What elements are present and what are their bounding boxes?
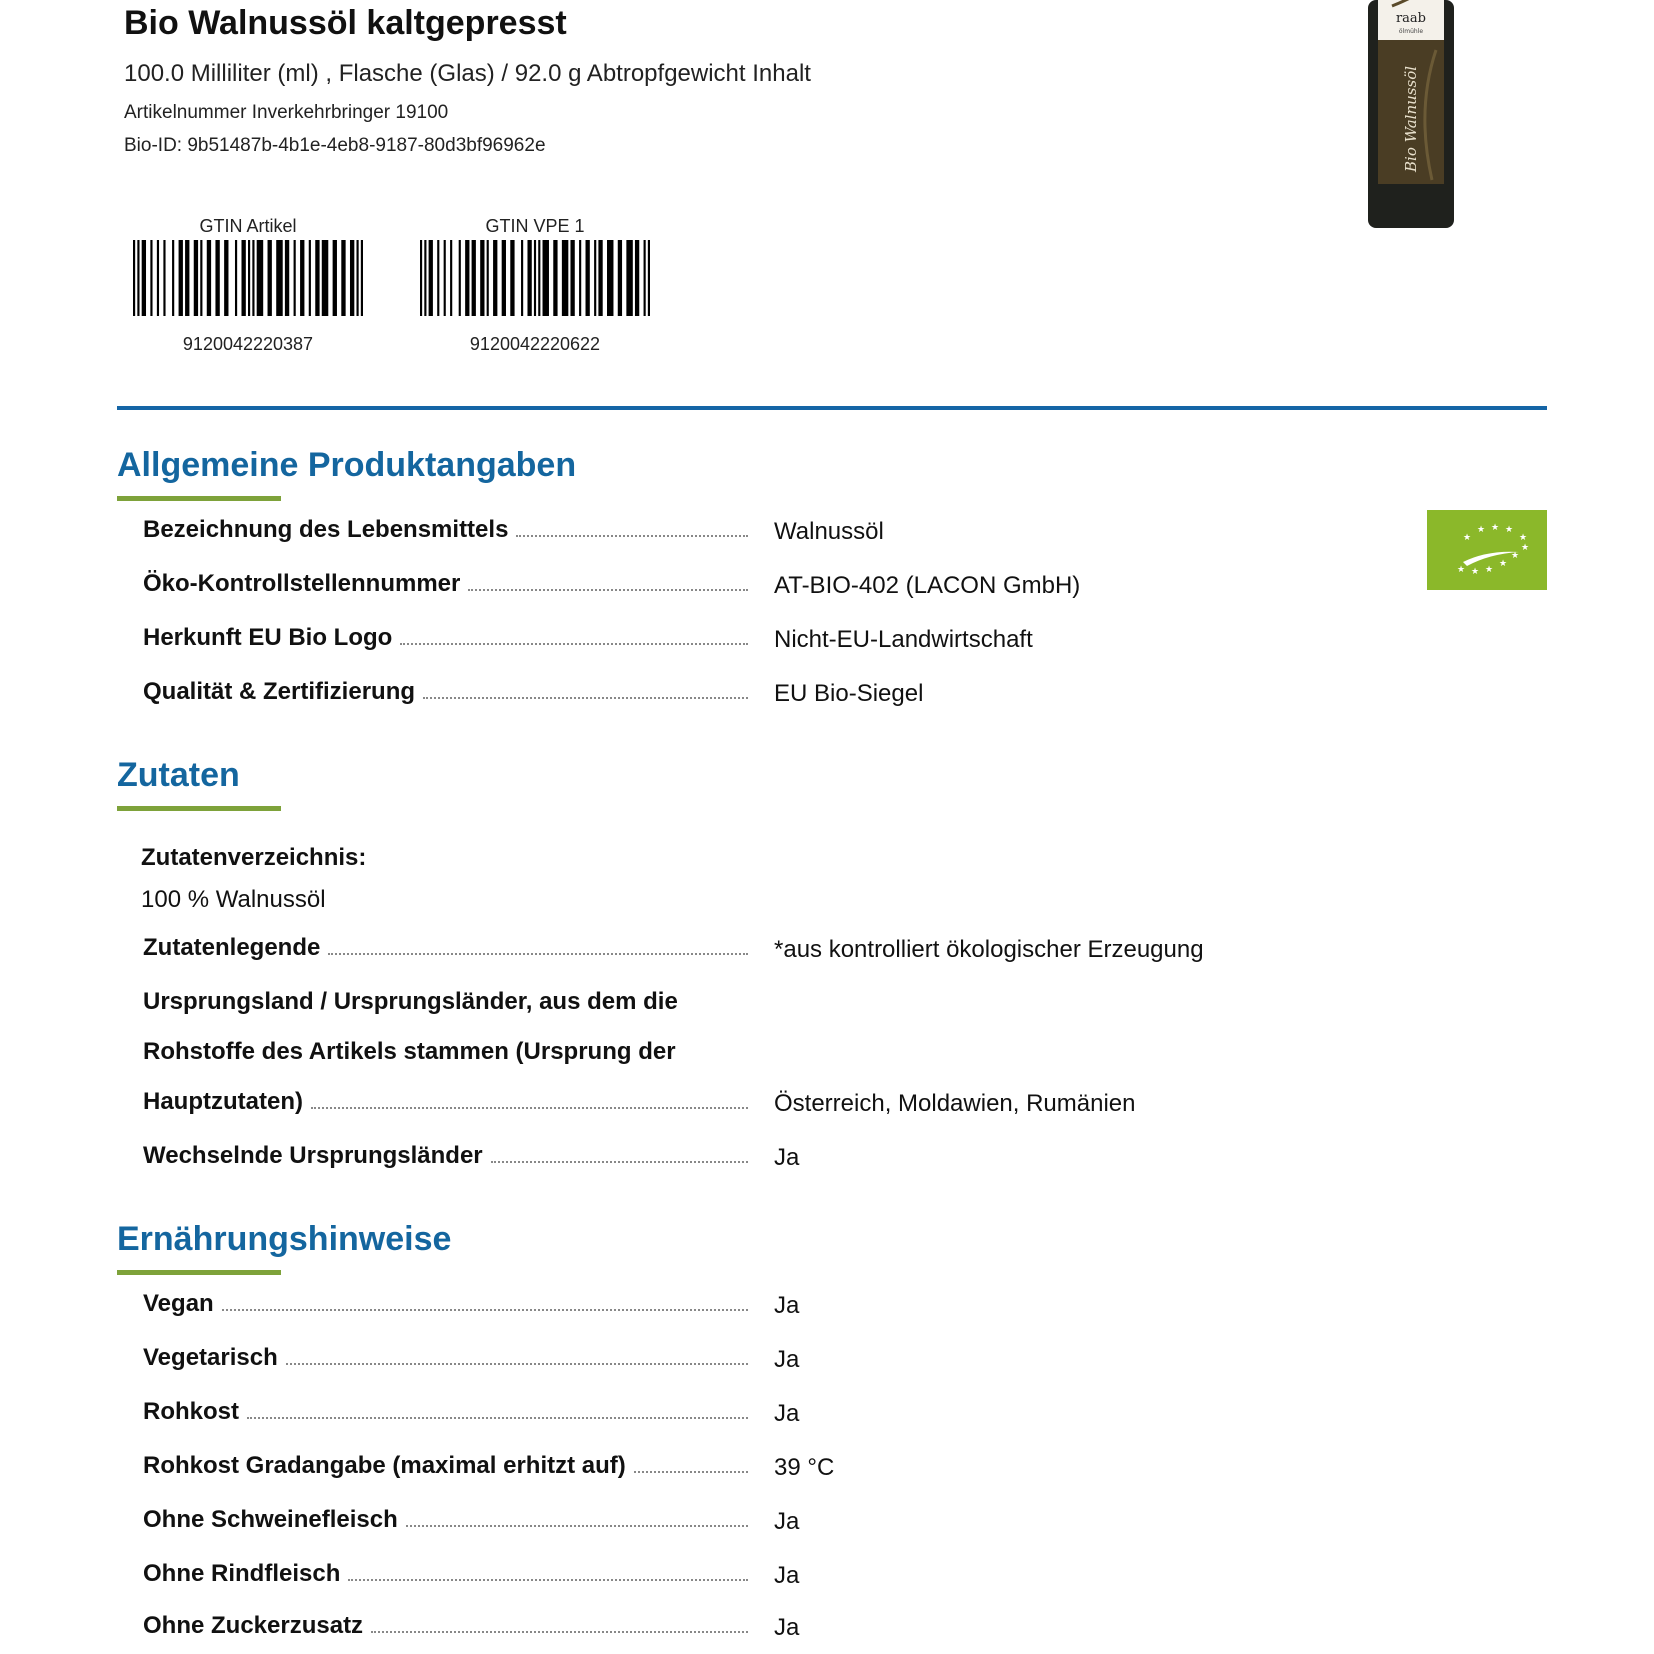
bio-id: Bio-ID: 9b51487b-4b1e-4eb8-9187-80d3bf96962e (124, 135, 546, 156)
barcode-bar (215, 240, 219, 316)
svg-text:★: ★ (1519, 533, 1528, 543)
field-row-ingredient-legend (143, 934, 1593, 974)
field-row-raw-food (143, 1398, 1593, 1438)
barcode-bar (644, 240, 646, 316)
svg-text:★: ★ (1511, 551, 1520, 561)
barcode-bar (553, 240, 557, 316)
barcode-bar (309, 240, 311, 316)
bottle-brand: raab (1395, 11, 1427, 26)
barcode-bar (521, 240, 523, 316)
barcode-bar (598, 240, 602, 316)
barcode-bar (502, 240, 506, 316)
barcode-bar (570, 240, 574, 316)
field-label: Ohne Schweinefleisch (143, 1506, 398, 1533)
leader-dots (328, 953, 748, 955)
barcode-bar (248, 240, 250, 316)
leader-dots (423, 697, 748, 699)
barcode-bar (538, 240, 540, 316)
leader-dots (634, 1471, 748, 1473)
field-row-food-name (143, 516, 1593, 556)
barcode-bar (241, 240, 245, 316)
barcode-label: GTIN VPE 1 (485, 216, 585, 236)
barcode-bar (487, 240, 489, 316)
barcode-bar (472, 240, 476, 316)
barcode-bar (224, 240, 228, 316)
barcode-number: 9120042220622 (469, 334, 601, 354)
barcode-gtin-vpe (410, 214, 660, 355)
barcode-bar (594, 240, 596, 316)
barcode-bar (437, 240, 439, 316)
field-value: Walnussöl (774, 518, 884, 545)
field-value: Österreich, Moldawien, Rumänien (774, 1090, 1136, 1117)
barcode-bar (607, 240, 613, 316)
leader-dots (468, 589, 748, 591)
barcode-bar (534, 240, 536, 316)
field-label: Herkunft EU Bio Logo (143, 624, 393, 651)
section-underline (117, 496, 281, 501)
field-row-raw-food-temp (143, 1452, 1593, 1492)
barcode-bar (543, 240, 549, 316)
field-value: EU Bio-Siegel (774, 680, 924, 707)
field-label: Rohkost Gradangabe (maximal erhitzt auf) (143, 1452, 626, 1479)
barcode-bar (424, 240, 426, 316)
barcode-bar (252, 240, 254, 316)
barcode-bar (562, 240, 568, 316)
barcode-bar (618, 240, 622, 316)
svg-text:★: ★ (1477, 525, 1486, 535)
field-row-eu-logo-origin (143, 624, 1593, 664)
barcode-bar (350, 240, 354, 316)
barcode-bar (480, 240, 484, 316)
barcode-bar (333, 240, 337, 316)
field-value: Nicht-EU-Landwirtschaft (774, 626, 1033, 653)
field-label: Öko-Kontrollstellennummer (143, 570, 461, 597)
barcode-bar (444, 240, 446, 316)
barcode-bar (586, 240, 590, 316)
field-value: Ja (774, 1614, 800, 1641)
field-row-no-pork (143, 1506, 1593, 1546)
barcode-bar (276, 240, 283, 316)
field-row-origin (143, 1088, 1593, 1128)
barcode-bar (179, 240, 183, 316)
field-row-control-number (143, 570, 1593, 610)
barcode-bar (172, 240, 174, 316)
barcode-gtin-article (123, 214, 373, 355)
field-label: Vegetarisch (143, 1344, 278, 1371)
barcode-label: GTIN Artikel (199, 216, 297, 236)
barcode-bar (268, 240, 272, 316)
svg-text:★: ★ (1521, 543, 1530, 553)
leader-dots (311, 1107, 748, 1109)
field-value: Ja (774, 1400, 800, 1427)
barcode-bar (315, 240, 319, 316)
barcode-bar (361, 240, 363, 316)
svg-text:★: ★ (1505, 525, 1514, 535)
field-label: Bezeichnung des Lebensmittels (143, 516, 509, 543)
leader-dots (286, 1363, 748, 1365)
ingredient-list-value: 100 % Walnussöl (141, 886, 326, 913)
leader-dots (371, 1631, 748, 1633)
svg-text:★: ★ (1463, 533, 1472, 543)
ingredient-list-label: Zutatenverzeichnis: (141, 844, 367, 871)
field-value: *aus kontrolliert ökologischer Erzeugung (774, 936, 1204, 963)
barcode-bar (133, 240, 135, 316)
field-label: Wechselnde Ursprungsländer (143, 1142, 483, 1169)
barcode-bar (420, 240, 422, 316)
field-value: AT-BIO-402 (LACON GmbH) (774, 572, 1081, 599)
field-row-changing-origin (143, 1142, 1593, 1182)
field-row-no-added-sugar (143, 1612, 1593, 1652)
barcode-number: 9120042220387 (182, 334, 314, 354)
section-title-ingredients: Zutaten (117, 756, 240, 794)
barcode-bar (510, 240, 514, 316)
barcode-bar (465, 240, 469, 316)
barcode-bar (163, 240, 165, 316)
barcode-bar (285, 240, 289, 316)
field-value: Ja (774, 1346, 800, 1373)
barcode-bar (235, 240, 237, 316)
field-value: Ja (774, 1562, 800, 1589)
section-title-nutrition: Ernährungshinweise (117, 1220, 452, 1258)
leader-dots (247, 1417, 748, 1419)
field-value: Ja (774, 1292, 800, 1319)
origin-label-line1: Ursprungsland / Ursprungsländer, aus dem die (143, 988, 678, 1015)
barcode-bar (356, 240, 358, 316)
leader-dots (400, 643, 748, 645)
barcode-bar (300, 240, 304, 316)
barcode-bar (527, 240, 531, 316)
field-row-vegan (143, 1290, 1593, 1330)
leader-dots (222, 1309, 748, 1311)
barcode-bar (429, 240, 433, 316)
svg-text:★: ★ (1457, 565, 1466, 575)
barcode-bar (341, 240, 345, 316)
barcode-bar (157, 240, 159, 316)
barcode-bar (648, 240, 650, 316)
field-label: Ohne Rindfleisch (143, 1560, 341, 1587)
bottle-brand-sub: ölmühle (1398, 28, 1424, 35)
barcode-bar (450, 240, 452, 316)
barcode-bars (420, 240, 650, 316)
section-title-general: Allgemeine Produktangaben (117, 446, 577, 484)
barcode-bar (459, 240, 461, 316)
barcode-bar (322, 240, 329, 316)
product-title: Bio Walnussöl kaltgepresst (124, 4, 567, 42)
header-divider (117, 406, 1547, 410)
barcode-bar (142, 240, 146, 316)
leader-dots (516, 535, 748, 537)
field-label: Hauptzutaten) (143, 1088, 303, 1115)
field-value: Ja (774, 1144, 800, 1171)
product-subtitle: 100.0 Milliliter (ml) , Flasche (Glas) / 92.0 g Abtropfgewicht Inhalt (124, 60, 811, 87)
leader-dots (406, 1525, 748, 1527)
field-row-no-beef (143, 1560, 1593, 1600)
svg-text:★: ★ (1491, 523, 1500, 533)
product-bottle-image (1366, 0, 1456, 232)
barcode-bar (294, 240, 296, 316)
svg-text:★: ★ (1499, 559, 1508, 569)
barcode-bar (493, 240, 497, 316)
barcode-bar (137, 240, 139, 316)
barcode-bar (626, 240, 632, 316)
barcode-bar (185, 240, 189, 316)
barcode-bar (257, 240, 264, 316)
barcode-bars (133, 240, 363, 316)
svg-text:★: ★ (1471, 567, 1480, 577)
field-label: Rohkost (143, 1398, 239, 1425)
barcode-bar (150, 240, 152, 316)
field-label: Qualität & Zertifizierung (143, 678, 416, 705)
barcode-bar (194, 240, 198, 316)
section-underline (117, 1270, 281, 1275)
field-row-certification (143, 678, 1593, 718)
origin-label-line2: Rohstoffe des Artikels stammen (Ursprung der (143, 1038, 676, 1065)
leader-dots (348, 1579, 748, 1581)
article-number: Artikelnummer Inverkehrbringer 19100 (124, 102, 449, 123)
field-label: Vegan (143, 1290, 214, 1317)
barcode-bar (200, 240, 202, 316)
section-underline (117, 806, 281, 811)
barcode-bar (207, 240, 211, 316)
barcode-bar (579, 240, 581, 316)
field-value: 39 °C (774, 1454, 835, 1481)
field-label: Ohne Zuckerzusatz (143, 1612, 364, 1639)
barcode-bar (635, 240, 639, 316)
leader-dots (491, 1161, 748, 1163)
field-row-vegetarian (143, 1344, 1593, 1384)
field-label: Zutatenlegende (143, 934, 321, 961)
field-value: Ja (774, 1508, 800, 1535)
svg-text:★: ★ (1485, 565, 1494, 575)
bottle-product-label: Bio Walnussöl (1402, 65, 1420, 172)
